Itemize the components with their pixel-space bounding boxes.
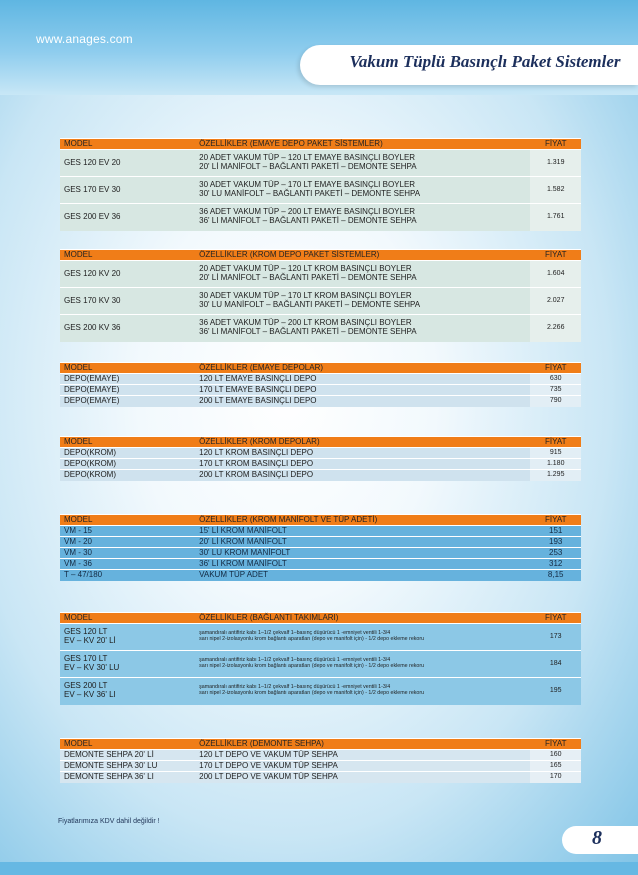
spec-line: şamandıralı antifiriz kabı 1–1/2 çekvalf 1–basınç düşürücü 1 -emniyet ventili 1-3/4: [199, 630, 391, 637]
price-cell: 1.604: [530, 261, 581, 288]
price-cell: 1.582: [530, 177, 581, 204]
model-cell: DEMONTE SEHPA 20' Lİ: [60, 750, 195, 761]
table-row: [60, 624, 581, 651]
model-cell: [60, 678, 195, 705]
price-cell: 735: [530, 385, 581, 396]
spec-line: 30 ADET VAKUM TÜP – 170 LT KROM BASINÇLI BOYLER: [199, 291, 412, 301]
model-cell: T – 47/180: [60, 570, 195, 581]
price-cell: 630: [530, 374, 581, 385]
table-row: [60, 288, 581, 315]
model-cell: GES 170 EV 30: [60, 177, 195, 204]
table-row: [60, 448, 581, 459]
table-row: [60, 761, 581, 772]
table-header: [60, 515, 581, 526]
header-model: MODEL: [60, 739, 195, 750]
price-table-krom-paket: [60, 249, 581, 342]
spec-line: 36' LI MANİFOLT – BAĞLANTI PAKETİ – DEMONTE SEHPA: [199, 216, 417, 226]
price-cell: 253: [530, 548, 581, 559]
spec-cell: 20' Lİ KROM MANİFOLT: [195, 537, 530, 548]
table-header: [60, 613, 581, 624]
spec-line: 20' Lİ MANİFOLT – BAĞLANTI PAKETİ – DEMONTE SEHPA: [199, 162, 417, 171]
table-row: [60, 772, 581, 783]
header-price: FİYAT: [530, 139, 581, 150]
price-cell: 2.027: [530, 288, 581, 315]
spec-cell: [195, 315, 530, 342]
spec-cell: [195, 651, 530, 678]
bottom-band: [0, 862, 638, 875]
model-cell: DEPO(EMAYE): [60, 374, 195, 385]
price-cell: 312: [530, 559, 581, 570]
price-cell: 1.319: [530, 150, 581, 177]
model-cell: DEPO(KROM): [60, 459, 195, 470]
price-cell: 193: [530, 537, 581, 548]
model-line: EV – KV 36' LI: [64, 690, 116, 700]
model-line: EV – KV 30' LU: [64, 663, 120, 672]
header-model: MODEL: [60, 139, 195, 150]
price-table-sehpa: [60, 738, 581, 783]
spec-cell: 170 LT DEPO VE VAKUM TÜP SEHPA: [195, 761, 530, 772]
table-row: [60, 385, 581, 396]
spec-cell: 200 LT EMAYE BASINÇLI DEPO: [195, 396, 530, 407]
model-cell: VM - 36: [60, 559, 195, 570]
website-url: www.anages.com: [36, 32, 133, 46]
spec-cell: [195, 150, 530, 177]
table-row: [60, 374, 581, 385]
spec-cell: VAKUM TÜP ADET: [195, 570, 530, 581]
header-specs: ÖZELLİKLER (BAĞLANTI TAKIMLARI): [195, 613, 530, 624]
spec-cell: [195, 624, 530, 651]
model-cell: GES 200 KV 36: [60, 315, 195, 342]
model-cell: VM - 20: [60, 537, 195, 548]
spec-cell: 30' LU KROM MANİFOLT: [195, 548, 530, 559]
price-cell: 915: [530, 448, 581, 459]
header-specs: ÖZELLİKLER (KROM DEPOLAR): [195, 437, 530, 448]
model-cell: GES 120 EV 20: [60, 150, 195, 177]
spec-cell: 170 LT KROM BASINÇLI DEPO: [195, 459, 530, 470]
spec-line: 20 ADET VAKUM TÜP – 120 LT EMAYE BASINÇLI BOYLER: [199, 153, 416, 163]
price-table-manifolt: [60, 514, 581, 581]
price-table-baglanti: [60, 612, 581, 705]
footer-note: Fiyatlarımıza KDV dahil değildir !: [58, 818, 160, 825]
spec-cell: 200 LT DEPO VE VAKUM TÜP SEHPA: [195, 772, 530, 783]
header-model: MODEL: [60, 250, 195, 261]
price-table-emaye-paket: [60, 138, 581, 231]
table-row: [60, 315, 581, 342]
price-cell: 170: [530, 772, 581, 783]
spec-cell: 15' Lİ KROM MANİFOLT: [195, 526, 530, 537]
header-specs: ÖZELLİKLER (EMAYE DEPO PAKET SİSTEMLER): [195, 139, 530, 150]
spec-cell: [195, 288, 530, 315]
spec-line: sarı nipel 2-izolasyonlu krom bağlantı aparatları (depo ve manifolt için) - 1/2 depo ekleme rekoru: [199, 636, 425, 642]
model-cell: GES 120 KV 20: [60, 261, 195, 288]
price-cell: 195: [530, 678, 581, 705]
header-specs: ÖZELLİKLER (DEMONTE SEHPA): [195, 739, 530, 750]
header-model: MODEL: [60, 363, 195, 374]
model-cell: DEPO(EMAYE): [60, 396, 195, 407]
table-row: [60, 470, 581, 481]
table-row: [60, 548, 581, 559]
header-specs: ÖZELLİKLER (KROM MANİFOLT VE TÜP ADETİ): [195, 515, 530, 526]
header-model: MODEL: [60, 515, 195, 526]
header-specs: ÖZELLİKLER (KROM DEPO PAKET SİSTEMLER): [195, 250, 530, 261]
price-cell: 173: [530, 624, 581, 651]
model-line: GES 170 LT: [64, 654, 108, 664]
spec-line: 36' LI MANİFOLT – BAĞLANTI PAKETİ – DEMONTE SEHPA: [199, 327, 417, 337]
model-cell: [60, 624, 195, 651]
price-cell: 160: [530, 750, 581, 761]
spec-cell: [195, 204, 530, 231]
header-price: FİYAT: [530, 363, 581, 374]
spec-line: 30' LU MANİFOLT – BAĞLANTI PAKETİ – DEMONTE SEHPA: [199, 300, 421, 309]
price-table-krom-depolar: [60, 436, 581, 481]
spec-line: 20' Lİ MANİFOLT – BAĞLANTI PAKETİ – DEMONTE SEHPA: [199, 273, 417, 282]
spec-cell: [195, 261, 530, 288]
spec-cell: 200 LT KROM BASINÇLI DEPO: [195, 470, 530, 481]
table-row: [60, 150, 581, 177]
price-cell: 790: [530, 396, 581, 407]
table-row: [60, 526, 581, 537]
table-row: [60, 537, 581, 548]
price-cell: 1.761: [530, 204, 581, 231]
model-cell: DEPO(EMAYE): [60, 385, 195, 396]
price-cell: 151: [530, 526, 581, 537]
model-cell: DEPO(KROM): [60, 448, 195, 459]
spec-cell: 120 LT DEPO VE VAKUM TÜP SEHPA: [195, 750, 530, 761]
page-number: 8: [592, 827, 602, 849]
header-model: MODEL: [60, 437, 195, 448]
spec-line: 30 ADET VAKUM TÜP – 170 LT EMAYE BASINÇLI BOYLER: [199, 180, 416, 190]
table-row: [60, 678, 581, 705]
table-row: [60, 459, 581, 470]
price-cell: 1.180: [530, 459, 581, 470]
price-table-emaye-depolar: [60, 362, 581, 407]
spec-line: sarı nipel 2-izolasyonlu krom bağlantı aparatları (depo ve manifolt için) - 1/2 depo ekleme rekoru: [199, 690, 425, 697]
spec-line: şamandıralı antifiriz kabı 1–1/2 çekvalf 1–basınç düşürücü 1 -emniyet ventili 1-3/4: [199, 684, 391, 691]
model-line: GES 120 LT: [64, 627, 108, 637]
model-cell: GES 200 EV 36: [60, 204, 195, 231]
price-cell: 8,15: [530, 570, 581, 581]
table-header: [60, 139, 581, 150]
price-cell: 2.266: [530, 315, 581, 342]
spec-cell: 120 LT KROM BASINÇLI DEPO: [195, 448, 530, 459]
table-header: [60, 363, 581, 374]
header-price: FİYAT: [530, 437, 581, 448]
spec-cell: 36' LI KROM MANİFOLT: [195, 559, 530, 570]
header-price: FİYAT: [530, 613, 581, 624]
page-title: Vakum Tüplü Basınçlı Paket Sistemler: [349, 52, 621, 71]
table-header: [60, 739, 581, 750]
model-cell: DEMONTE SEHPA 36' LI: [60, 772, 195, 783]
model-cell: DEPO(KROM): [60, 470, 195, 481]
table-header: [60, 437, 581, 448]
header-specs: ÖZELLİKLER (EMAYE DEPOLAR): [195, 363, 530, 374]
spec-cell: 170 LT EMAYE BASINÇLI DEPO: [195, 385, 530, 396]
price-cell: 184: [530, 651, 581, 678]
spec-line: 30' LU MANİFOLT – BAĞLANTI PAKETİ – DEMONTE SEHPA: [199, 189, 421, 198]
model-cell: DEMONTE SEHPA 30' LU: [60, 761, 195, 772]
spec-cell: [195, 678, 530, 705]
header-price: FİYAT: [530, 739, 581, 750]
price-cell: 1.295: [530, 470, 581, 481]
table-header: [60, 250, 581, 261]
table-row: [60, 177, 581, 204]
spec-line: 36 ADET VAKUM TÜP – 200 LT EMAYE BASINÇLI BOYLER: [199, 207, 416, 217]
price-cell: 165: [530, 761, 581, 772]
header-model: MODEL: [60, 613, 195, 624]
model-cell: [60, 651, 195, 678]
model-cell: VM - 15: [60, 526, 195, 537]
header-price: FİYAT: [530, 515, 581, 526]
spec-cell: 120 LT EMAYE BASINÇLI DEPO: [195, 374, 530, 385]
table-row: [60, 570, 581, 581]
model-line: EV – KV 20' Lİ: [64, 636, 116, 645]
table-row: [60, 651, 581, 678]
spec-line: 20 ADET VAKUM TÜP – 120 LT KROM BASINÇLI BOYLER: [199, 264, 412, 274]
page-number-tab: [562, 826, 638, 854]
table-row: [60, 261, 581, 288]
table-row: [60, 204, 581, 231]
model-cell: VM - 30: [60, 548, 195, 559]
model-cell: GES 170 KV 30: [60, 288, 195, 315]
spec-cell: [195, 177, 530, 204]
model-line: GES 200 LT: [64, 681, 108, 691]
spec-line: şamandıralı antifiriz kabı 1–1/2 çekvalf 1–basınç düşürücü 1 -emniyet ventili 1-3/4: [199, 657, 391, 664]
spec-line: sarı nipel 2-izolasyonlu krom bağlantı aparatları (depo ve manifolt için) - 1/2 depo ekleme rekoru: [199, 663, 425, 669]
table-row: [60, 396, 581, 407]
header-price: FİYAT: [530, 250, 581, 261]
table-row: [60, 750, 581, 761]
table-row: [60, 559, 581, 570]
spec-line: 36 ADET VAKUM TÜP – 200 LT KROM BASINÇLI BOYLER: [199, 318, 412, 328]
